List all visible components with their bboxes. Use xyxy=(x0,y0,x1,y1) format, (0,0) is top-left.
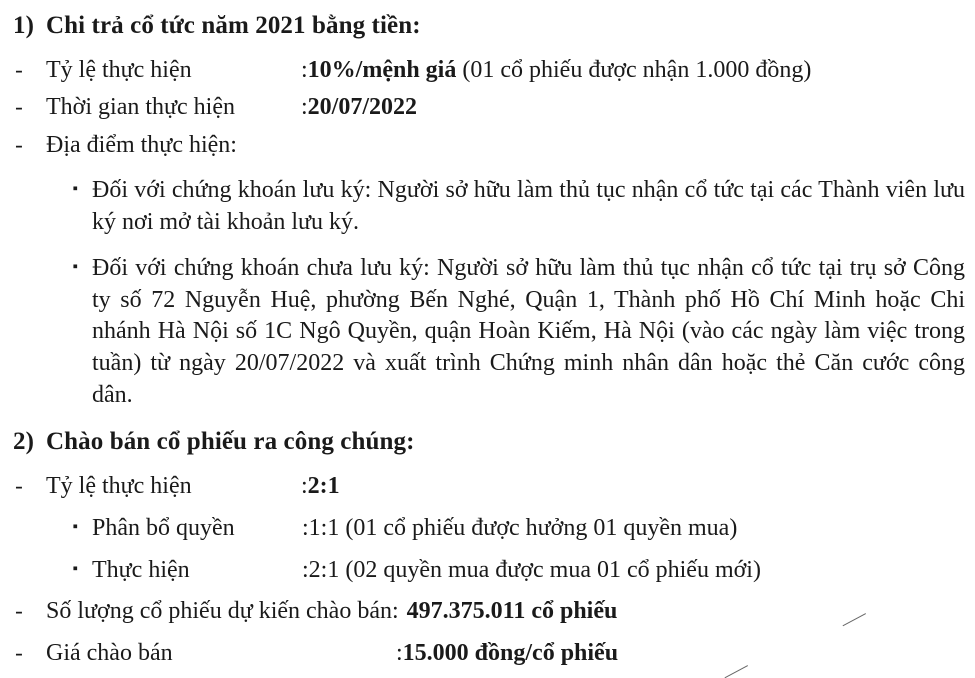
square-bullet-icon: ▪ xyxy=(72,258,78,275)
row-value-bold: 10%/mệnh giá xyxy=(307,57,457,84)
dash-bullet-icon: - xyxy=(15,94,23,120)
row-label: Số lượng cổ phiếu dự kiến chào bán: xyxy=(46,598,399,625)
row-label: Giá chào bán xyxy=(46,639,173,666)
row-value: 2:1 (02 quyền mua được mua 01 cổ phiếu mới) xyxy=(308,556,761,583)
row-value-bold: 20/07/2022 xyxy=(307,94,418,121)
square-bullet-icon: ▪ xyxy=(72,560,78,577)
row-value-rest: (01 cổ phiếu được nhận 1.000 đồng) xyxy=(456,57,812,84)
row-value xyxy=(308,55,975,86)
row-label: Tỷ lệ thực hiện xyxy=(46,57,192,84)
row-value xyxy=(308,92,975,123)
row-value-bold: 2:1 xyxy=(307,473,340,500)
section-2-title: Chào bán cổ phiếu ra công chúng: xyxy=(46,428,415,456)
dash-bullet-icon: - xyxy=(15,639,23,665)
sub-bullet-chua-luu-ky xyxy=(0,253,975,413)
row-separator: : xyxy=(302,556,309,583)
document-page xyxy=(0,10,975,678)
row-dia-diem-thuc-hien xyxy=(0,130,975,161)
sub-bullet-text: Đối với chứng khoán chưa lưu ký: Người sở hữu làm thủ tục nhận cổ tức tại trụ sở Công ty số 72 Nguyễn Huệ, phường Bến Nghé, Quận 1, Thành phố Hồ Chí Minh hoặc Chi nhánh Hà Nội số 1C Ngô Quyền, quận Hoàn Kiếm, Hà Nội (vào các ngày làm việc trong tuần) từ ngày 20/07/2022 và xuất trình Chứng minh nhân dân hoặc thẻ Căn cước công dân. xyxy=(92,254,965,409)
section-2-number: 2) xyxy=(12,428,34,456)
row-thuc-hien xyxy=(0,555,975,587)
row-so-luong-co-phieu xyxy=(0,596,975,627)
row-label: Thực hiện xyxy=(92,556,190,583)
section-1-title: Chi trả cổ tức năm 2021 bằng tiền: xyxy=(46,12,421,39)
row-separator: : xyxy=(301,57,308,84)
row-separator: : xyxy=(301,94,308,121)
square-bullet-icon: ▪ xyxy=(72,180,78,197)
row-gia-chao-ban xyxy=(0,638,975,669)
row-separator: : xyxy=(396,639,403,666)
section-1-number: 1) xyxy=(12,12,34,39)
row-label: Địa điểm thực hiện: xyxy=(46,131,237,158)
row-value: 1:1 (01 cổ phiếu được hưởng 01 quyền mua) xyxy=(308,514,738,541)
sub-bullet-luu-ky xyxy=(0,175,975,239)
sub-bullet-text: Đối với chứng khoán lưu ký: Người sở hữu làm thủ tục nhận cổ tức tại các Thành viên lưu ký nơi mở tài khoản lưu ký. xyxy=(92,176,965,235)
row-value-bold: 497.375.011 cổ phiếu xyxy=(406,598,618,625)
row-separator: : xyxy=(301,473,308,500)
row-value-bold: 15.000 đồng/cổ phiếu xyxy=(402,639,619,666)
row-thoi-gian-thuc-hien xyxy=(0,92,975,123)
dash-bullet-icon: - xyxy=(15,57,23,83)
row-separator: : xyxy=(302,514,309,541)
row-label: Tỷ lệ thực hiện xyxy=(46,473,192,500)
row-ty-le-thuc-hien-2 xyxy=(0,471,975,502)
square-bullet-icon: ▪ xyxy=(72,518,78,535)
row-ty-le-thuc-hien-1 xyxy=(0,55,975,86)
section-1-heading xyxy=(0,10,975,41)
section-2-heading xyxy=(0,426,975,457)
dash-bullet-icon: - xyxy=(15,473,23,499)
row-label: Thời gian thực hiện xyxy=(46,94,235,121)
row-label: Phân bổ quyền xyxy=(92,514,235,541)
dash-bullet-icon: - xyxy=(15,131,23,157)
dash-bullet-icon: - xyxy=(15,598,23,624)
row-phan-bo-quyen xyxy=(0,513,975,545)
